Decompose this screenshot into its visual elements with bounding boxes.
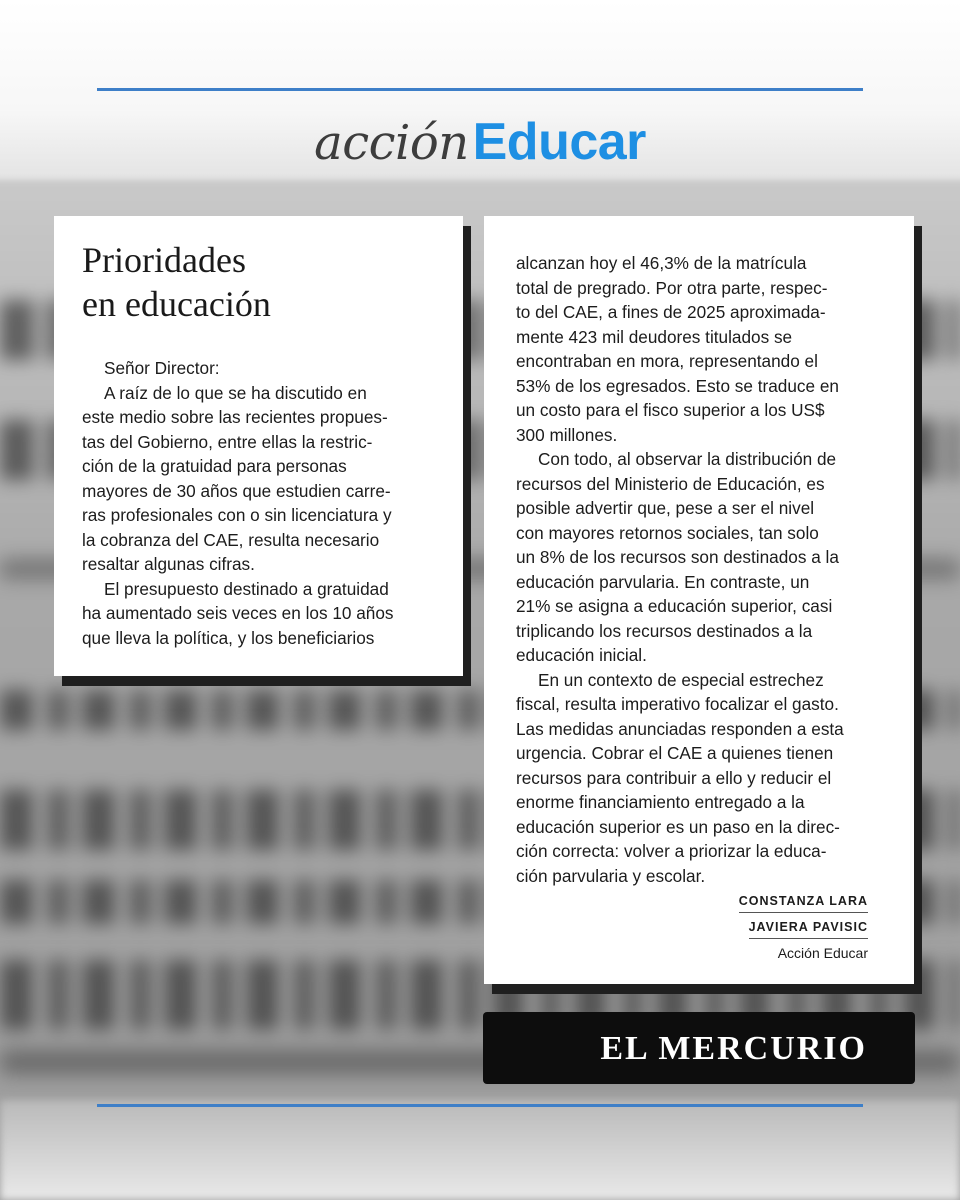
letter-card-left xyxy=(54,216,463,676)
bottom-divider xyxy=(97,1104,863,1107)
signature-author-2: JAVIERA PAVISIC xyxy=(749,920,868,939)
signature-organization: Acción Educar xyxy=(777,945,868,961)
letter-text-line: triplicando los recursos destinados a la xyxy=(516,620,813,641)
letter-text-line: 21% se asigna a educación superior, casi xyxy=(516,596,833,616)
letter-text-line: urgencia. Cobrar el CAE a quienes tienen xyxy=(516,743,834,763)
newspaper-badge xyxy=(483,1012,915,1084)
letter-text-line: encontraban en mora, representando el xyxy=(516,351,818,371)
letter-text-line: mayores de 30 años que estudien carre- xyxy=(82,480,391,501)
article-title xyxy=(82,238,452,326)
letter-text-line: posible advertir que, pese a ser el nivel xyxy=(516,498,815,518)
letter-card-right xyxy=(484,216,914,984)
letter-text-line: educación parvularia. En contraste, un xyxy=(516,571,810,592)
letter-text-line: fiscal, resulta imperativo focalizar el gasto. xyxy=(516,694,839,714)
letter-text-line: mente 423 mil deudores titulados se xyxy=(516,326,793,347)
letter-text-line: Las medidas anunciadas responden a esta xyxy=(516,718,844,739)
letter-text-line: A raíz de lo que se ha discutido en xyxy=(104,382,367,403)
letter-column-1 xyxy=(82,356,394,650)
logo-word-accion: acción xyxy=(314,115,469,171)
letter-text-line: Señor Director: xyxy=(104,358,220,378)
letter-text-line: que lleva la política, y los beneficiarios xyxy=(82,627,375,648)
letter-text-line: total de pregrado. Por otra parte, respec- xyxy=(516,277,828,298)
letter-text-line: este medio sobre las recientes propues- xyxy=(82,407,388,427)
accion-educar-logo xyxy=(0,112,960,172)
letter-text-line: tas del Gobierno, entre ellas la restric- xyxy=(82,431,373,452)
logo-word-educar: Educar xyxy=(472,113,646,171)
background-bottom-fade xyxy=(0,1100,960,1200)
letter-text-line: con mayores retornos sociales, tan solo xyxy=(516,522,819,543)
signature-author-1: CONSTANZA LARA xyxy=(739,894,868,913)
letter-text-line: En un contexto de especial estrechez xyxy=(538,669,824,690)
article-title-line: Prioridades xyxy=(82,240,246,280)
letter-text-line: recursos del Ministerio de Educación, es xyxy=(516,473,825,494)
letter-text-line: ción correcta: volver a priorizar la educa- xyxy=(516,841,827,861)
letter-text-line: Con todo, al observar la distribución de xyxy=(538,449,837,469)
letter-text-line: to del CAE, a fines de 2025 aproximada- xyxy=(516,302,826,322)
article-title-line: en educación xyxy=(82,284,271,324)
letter-text-line: ción de la gratuidad para personas xyxy=(82,456,347,476)
letter-text-line: enorme financiamiento entregado a la xyxy=(516,792,805,812)
letter-text-line: un 8% de los recursos son destinados a la xyxy=(516,547,839,567)
letter-text-line: 300 millones. xyxy=(516,424,618,445)
letter-text-line: un costo para el fisco superior a los US$ xyxy=(516,400,825,420)
top-divider xyxy=(97,88,863,91)
letter-text-line: educación superior es un paso en la direc- xyxy=(516,816,840,837)
letter-column-2 xyxy=(516,251,844,888)
letter-text-line: 53% de los egresados. Esto se traduce en xyxy=(516,375,839,396)
newspaper-name: EL MERCURIO xyxy=(600,1030,867,1067)
letter-text-line: la cobranza del CAE, resulta necesario xyxy=(82,529,380,550)
letter-text-line: educación inicial. xyxy=(516,645,647,665)
letter-text-line: ras profesionales con o sin licenciatura y xyxy=(82,505,392,525)
letter-text-line: alcanzan hoy el 46,3% de la matrícula xyxy=(516,253,807,273)
letter-text-line: ha aumentado seis veces en los 10 años xyxy=(82,603,394,623)
letter-text-line: resaltar algunas cifras. xyxy=(82,554,255,574)
letter-text-line: recursos para contribuir a ello y reducir el xyxy=(516,767,832,788)
letter-text-line: El presupuesto destinado a gratuidad xyxy=(104,578,389,599)
letter-text-line: ción parvularia y escolar. xyxy=(516,865,706,886)
